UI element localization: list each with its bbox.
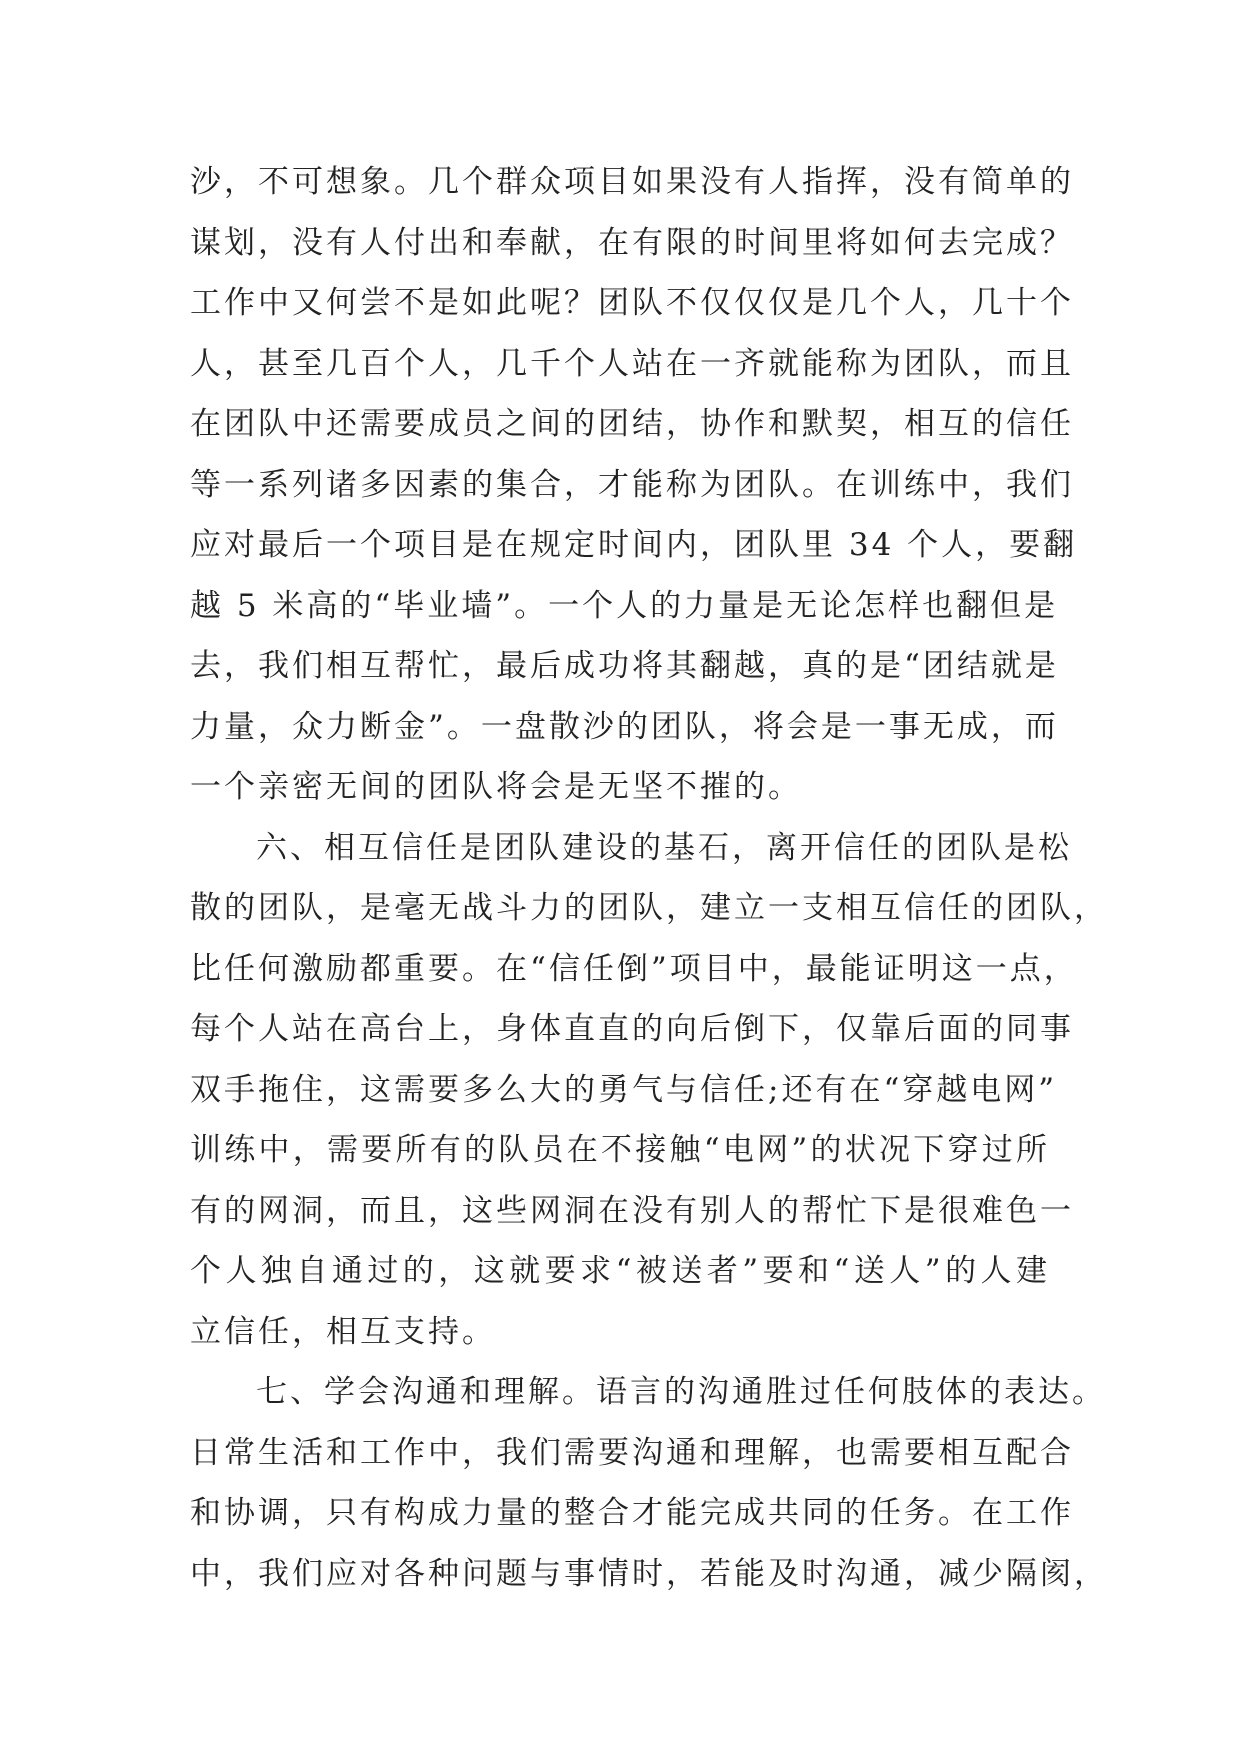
text-line: 力量，众力断金”。一盘散沙的团队，将会是一事无成，而 (190, 708, 1059, 745)
text-line: 工作中又何尝不是如此呢？团队不仅仅仅是几个人，几十个 (190, 285, 1074, 321)
text-line: 人，甚至几百个人，几千个人站在一齐就能称为团队，而且 (190, 345, 1074, 382)
text-line: 有的网洞，而且，这些网洞在没有别人的帮忙下是很难色一 (190, 1192, 1074, 1229)
text-line: 和协调，只有构成力量的整合才能完成共同的任务。在工作 (190, 1495, 1074, 1531)
text-line: 日常生活和工作中，我们需要沟通和理解，也需要相互配合 (190, 1434, 1074, 1471)
text-line: 双手拖住，这需要多么大的勇气与信任;还有在“穿越电网” (190, 1071, 1058, 1108)
text-line: 一个亲密无间的团队将会是无坚不摧的。 (190, 769, 802, 805)
text-line: 等一系列诸多因素的集合，才能称为团队。在训练中，我们 (190, 466, 1074, 503)
text-line: 立信任，相互支持。 (190, 1313, 496, 1350)
text-line: 六、相互信任是团队建设的基石，离开信任的团队是松 (256, 829, 1072, 866)
text-line: 谋划，没有人付出和奉献，在有限的时间里将如何去完成？ (190, 224, 1074, 261)
paragraph-seven (190, 1362, 1108, 1604)
text-line: 比任何激励都重要。在“信任倒”项目中，最能证明这一点， (190, 950, 1078, 987)
text-line: 在团队中还需要成员之间的团结，协作和默契，相互的信任 (190, 406, 1074, 442)
text-line: 去，我们相互帮忙，最后成功将其翻越，真的是“团结就是 (190, 648, 1059, 684)
text-line: 沙，不可想象。几个群众项目如果没有人指挥，没有简单的 (190, 164, 1074, 200)
text-line: 七、学会沟通和理解。语言的沟通胜过任何肢体的表达。 (256, 1374, 1106, 1410)
text-line: 个人独自通过的，这就要求“被送者”要和“送人”的人建 (190, 1253, 1050, 1289)
text-line: 训练中，需要所有的队员在不接触“电网”的状况下穿过所 (190, 1132, 1050, 1168)
text-line: 散的团队，是毫无战斗力的团队，建立一支相互信任的团队， (190, 890, 1108, 926)
paragraph-continuation (190, 152, 1078, 818)
paragraph-six (190, 818, 1108, 1363)
text-line: 应对最后一个项目是在规定时间内，团队里 34 个人，要翻 (190, 527, 1078, 563)
body-text (190, 152, 1108, 1604)
text-line: 越 5 米高的“毕业墙”。一个人的力量是无论怎样也翻但是 (190, 587, 1059, 624)
text-line: 中，我们应对各种问题与事情时，若能及时沟通，减少隔阂， (190, 1555, 1108, 1592)
text-line: 每个人站在高台上，身体直直的向后倒下，仅靠后面的同事 (190, 1011, 1074, 1047)
